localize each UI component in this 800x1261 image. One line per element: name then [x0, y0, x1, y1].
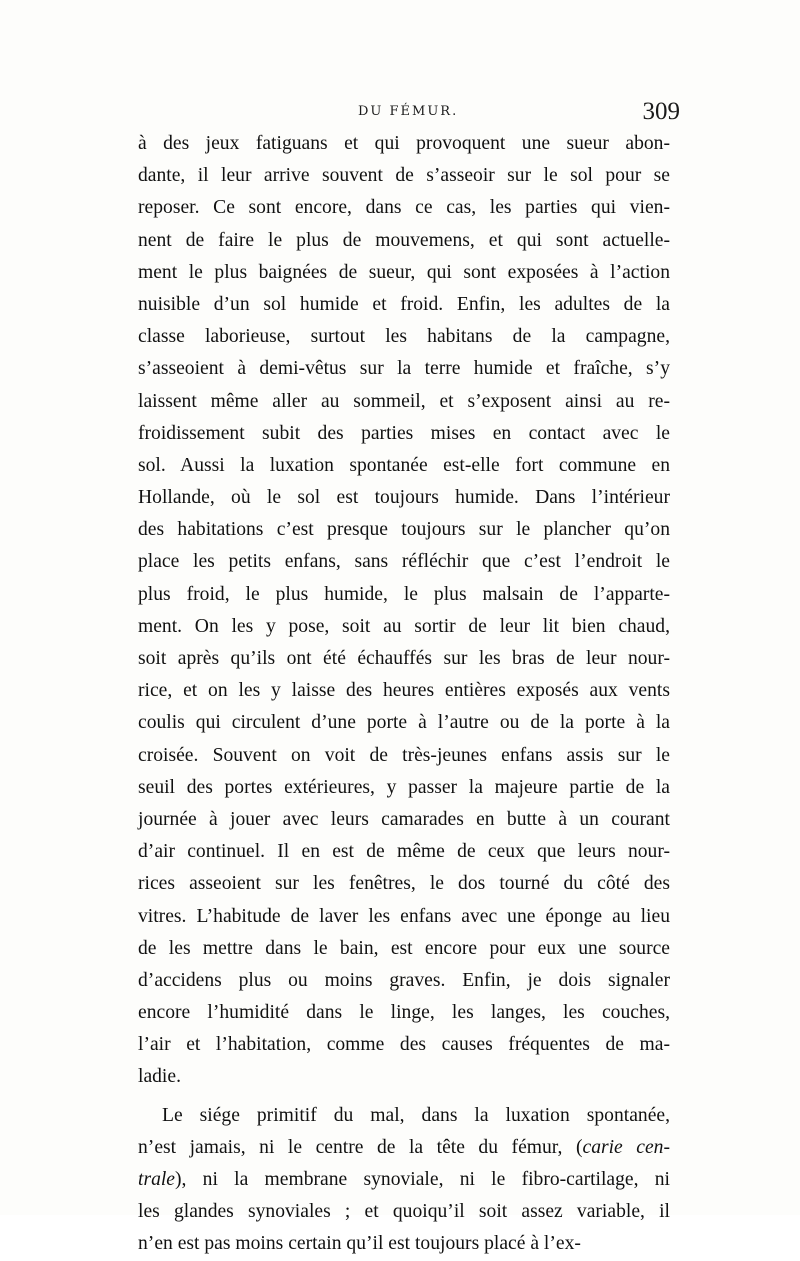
paragraph: [138, 128, 670, 1094]
text-line: Hollande, où le sol est toujours humide. Dans l’intérieur: [138, 487, 670, 509]
running-head: [140, 98, 680, 128]
text-line: croisée. Souvent on voit de très-jeunes enfans assis sur le: [138, 744, 670, 766]
paragraph: [138, 1100, 670, 1261]
text-line: trale), ni la membrane synoviale, ni le fibro-cartilage, ni: [138, 1169, 670, 1190]
text-line: n’est jamais, ni le centre de la tête du fémur, (carie cen-: [138, 1136, 670, 1158]
body-text: [138, 128, 670, 1261]
text-line: reposer. Ce sont encore, dans ce cas, les parties qui vien-: [138, 197, 670, 219]
text-line: à des jeux fatiguans et qui provoquent une sueur abon-: [138, 133, 670, 154]
text-line: soit après qu’ils ont été échauffés sur les bras de leur nour-: [138, 648, 670, 669]
text-line: vitres. L’habitude de laver les enfans avec une éponge au lieu: [138, 905, 670, 927]
text-line: rice, et on les y laisse des heures entières exposés aux vents: [138, 680, 670, 702]
text-line: dante, il leur arrive souvent de s’asseoir sur le sol pour se: [138, 165, 670, 187]
text-line: ladie.: [138, 1066, 181, 1088]
text-line: les glandes synoviales ; et quoiqu’il soit assez variable, il: [138, 1201, 670, 1223]
text-line: place les petits enfans, sans réfléchir que c’est l’endroit le: [138, 551, 670, 573]
text-line: n’en est pas moins certain qu’il est toujours placé à l’ex-: [138, 1233, 581, 1255]
text-line: l’air et l’habitation, comme des causes fréquentes de ma-: [138, 1034, 670, 1056]
text-line: Le siége primitif du mal, dans la luxation spontanée,: [162, 1104, 670, 1126]
text-line: sol. Aussi la luxation spontanée est-elle fort commune en: [138, 454, 670, 476]
text-line: ment le plus baignées de sueur, qui sont exposées à l’action: [138, 261, 670, 283]
page-number: 309: [642, 98, 680, 125]
text-line: s’asseoient à demi-vêtus sur la terre humide et fraîche, s’y: [138, 358, 670, 380]
text-line: nent de faire le plus de mouvemens, et qui sont actuelle-: [138, 229, 670, 251]
text-line: plus froid, le plus humide, le plus malsain de l’apparte-: [138, 583, 670, 605]
text-line: froidissement subit des parties mises en contact avec le: [138, 422, 670, 444]
text-line: des habitations c’est presque toujours sur le plancher qu’on: [138, 519, 670, 541]
text-line: laissent même aller au sommeil, et s’exposent ainsi au re-: [138, 390, 670, 412]
text-line: ment. On les y pose, soit au sortir de leur lit bien chaud,: [138, 615, 670, 637]
running-title: DU FÉMUR.: [358, 104, 459, 119]
text-line: classe laborieuse, surtout les habitans de la campagne,: [138, 326, 670, 348]
text-line: de les mettre dans le bain, est encore pour eux une source: [138, 937, 670, 959]
text-line: d’air continuel. Il en est de même de ceux que leurs nour-: [138, 841, 670, 863]
text-line: coulis qui circulent d’une porte à l’autre ou de la porte à la: [138, 712, 670, 734]
text-line: seuil des portes extérieures, y passer la majeure partie de la: [138, 776, 670, 798]
text-line: journée à jouer avec leurs camarades en butte à un courant: [138, 808, 670, 830]
text-line: d’accidens plus ou moins graves. Enfin, je dois signaler: [138, 969, 670, 991]
text-line: encore l’humidité dans le linge, les langes, les couches,: [138, 1002, 670, 1024]
text-line: rices asseoient sur les fenêtres, le dos tourné du côté des: [138, 873, 670, 895]
text-line: nuisible d’un sol humide et froid. Enfin, les adultes de la: [138, 293, 670, 315]
